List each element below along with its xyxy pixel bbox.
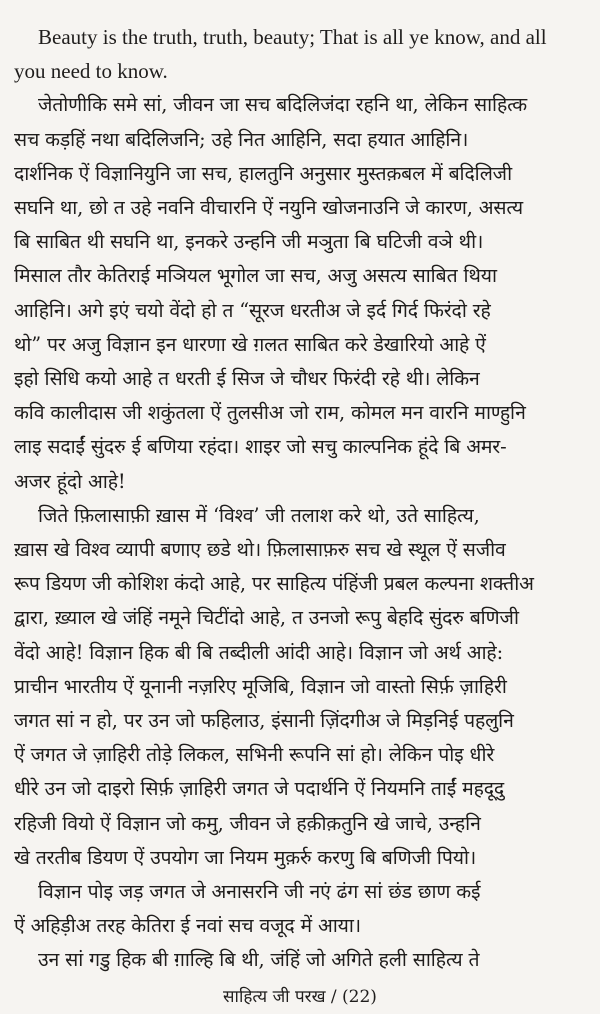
text-line: जगत सां न हो, पर उन जो फहिलाउ, इंसानी ज़िंदगीअ जे मिड़निई पहलुनि <box>14 709 514 733</box>
text-line: रूप डियण जी कोशिश कंदो आहे, पर साहित्य पंहिंजी प्रबल कल्पना शक्तीअ <box>14 572 534 596</box>
text-line: धीरे उन जो दाइरो सिर्फ़ ज़ाहिरी जगत जे पदार्थनि ऐं नियमनि ताईं महदूदु <box>14 777 505 801</box>
text-line: द्वारा, ख़्याल खे जंहिं नमूने चिटींदो आहे, त उनजो रूपु बेहदि सुंदरु बणिजी <box>14 606 519 630</box>
text-line: लाइ सदाईं सुंदरु ई बणिया रहंदा। शाइर जो सचु काल्पनिक हूंदे बि अमर- <box>14 435 507 459</box>
text-line: खे तरतीब डियण ऐं उपयोग जा नियम मुक़र्रु करणु बि बणिजी पियो। <box>14 845 477 869</box>
text-line: आहिनि। अगे इएं चयो वेंदो हो त “सूरज धरतीअ जे इर्द गिर्द फिरंदो रहे <box>14 298 491 322</box>
text-line: कवि कालीदास जी शकुंतला ऐं तुलसीअ जो राम, कोमल मन वारनि माण्हुनि <box>14 401 526 425</box>
paragraph-truth-of-literature <box>14 88 582 498</box>
page-footer: साहित्य जी परख / (22) <box>223 987 377 1007</box>
text-line: विज्ञान पोइ जड़ जगत जे अनासरनि जी नएं ढंग सां छंड छाण कई <box>38 880 481 904</box>
text-line: सच कड़हिं नथा बदिलिजनि; उहे नित आहिनि, सदा हयात आहिनि। <box>14 127 469 151</box>
text-line: ऐं जगत जे ज़ाहिरी तोड़े लिकल, सभिनी रूपनि सां हो। लेकिन पोइ धीरे <box>14 743 495 767</box>
text-line: इहो सिधि कयो आहे त धरती ई सिज जे चौधर फिरंदी रहे थी। लेकिन <box>14 367 480 391</box>
text-line: जेतोणीकि समे सां, जीवन जा सच बदिलिजंदा रहनि था, लेकिन साहित्क <box>38 93 527 117</box>
text-line: Beauty is the truth, truth, beauty; That is all ye know, and all <box>38 25 547 49</box>
epigraph-paragraph <box>14 20 582 88</box>
text-line: सघनि था, छो त उहे नवनि वीचारनि ऐं नयुनि खोजनाउनि जे कारण, असत्य <box>14 196 523 220</box>
text-line: ऐं अहिड़ीअ तरह केतिरा ई नवां सच वजूद में आया। <box>14 914 361 938</box>
text-line: वेंदो आहे! विज्ञान हिक बी बि तब्दीली आंदी आहे। विज्ञान जो अर्थ आहे: <box>14 640 503 664</box>
paragraph-continuation <box>14 943 582 977</box>
text-line: प्राचीन भारतीय ऐं यूनानी नज़रिए मूजिबि, विज्ञान जो वास्तो सिर्फ़ ज़ाहिरी <box>14 674 507 698</box>
text-line: you need to know. <box>14 59 168 84</box>
text-line: ख़ास खे विश्व व्यापी बणाए छडे थो। फ़िलासाफ़रु सच खे स्थूल ऐं सजीव <box>14 538 506 562</box>
text-line: मिसाल तौर केतिराई मञियल भूगोल जा सच, अजु असत्य साबित थिया <box>14 264 497 288</box>
text-line: उन सां गडु हिक बी ग़ाल्हि बि थी, जंहिं जो अगिते हली साहित्य ते <box>38 948 480 972</box>
paragraph-philosophy-and-science <box>14 499 582 875</box>
text-line: थो” पर अजु विज्ञान इन धारणा खे ग़लत साबित करे डेखारियो आहे ऐं <box>14 332 486 356</box>
text-line: बि साबित थी सघनि था, इनकरे उन्हनि जी मञुता बि घटिजी वञे थी। <box>14 230 484 254</box>
text-line: जिते फ़िलासाफ़ी ख़ास में ‘विश्व’ जी तलाश करे थो, उते साहित्य, <box>38 503 480 527</box>
text-line: दार्शनिक ऐं विज्ञानियुनि जा सच, हालतुनि अनुसार मुस्तक़बल में बदिलिजी <box>14 161 512 185</box>
text-line: अजर हूंदो आहे! <box>14 469 126 493</box>
text-line: रहिजी वियो ऐं विज्ञान जो कमु, जीवन जे हक़ीक़तुनि खे जाचे, उन्हनि <box>14 811 481 835</box>
paragraph-science-new-truths <box>14 875 582 943</box>
